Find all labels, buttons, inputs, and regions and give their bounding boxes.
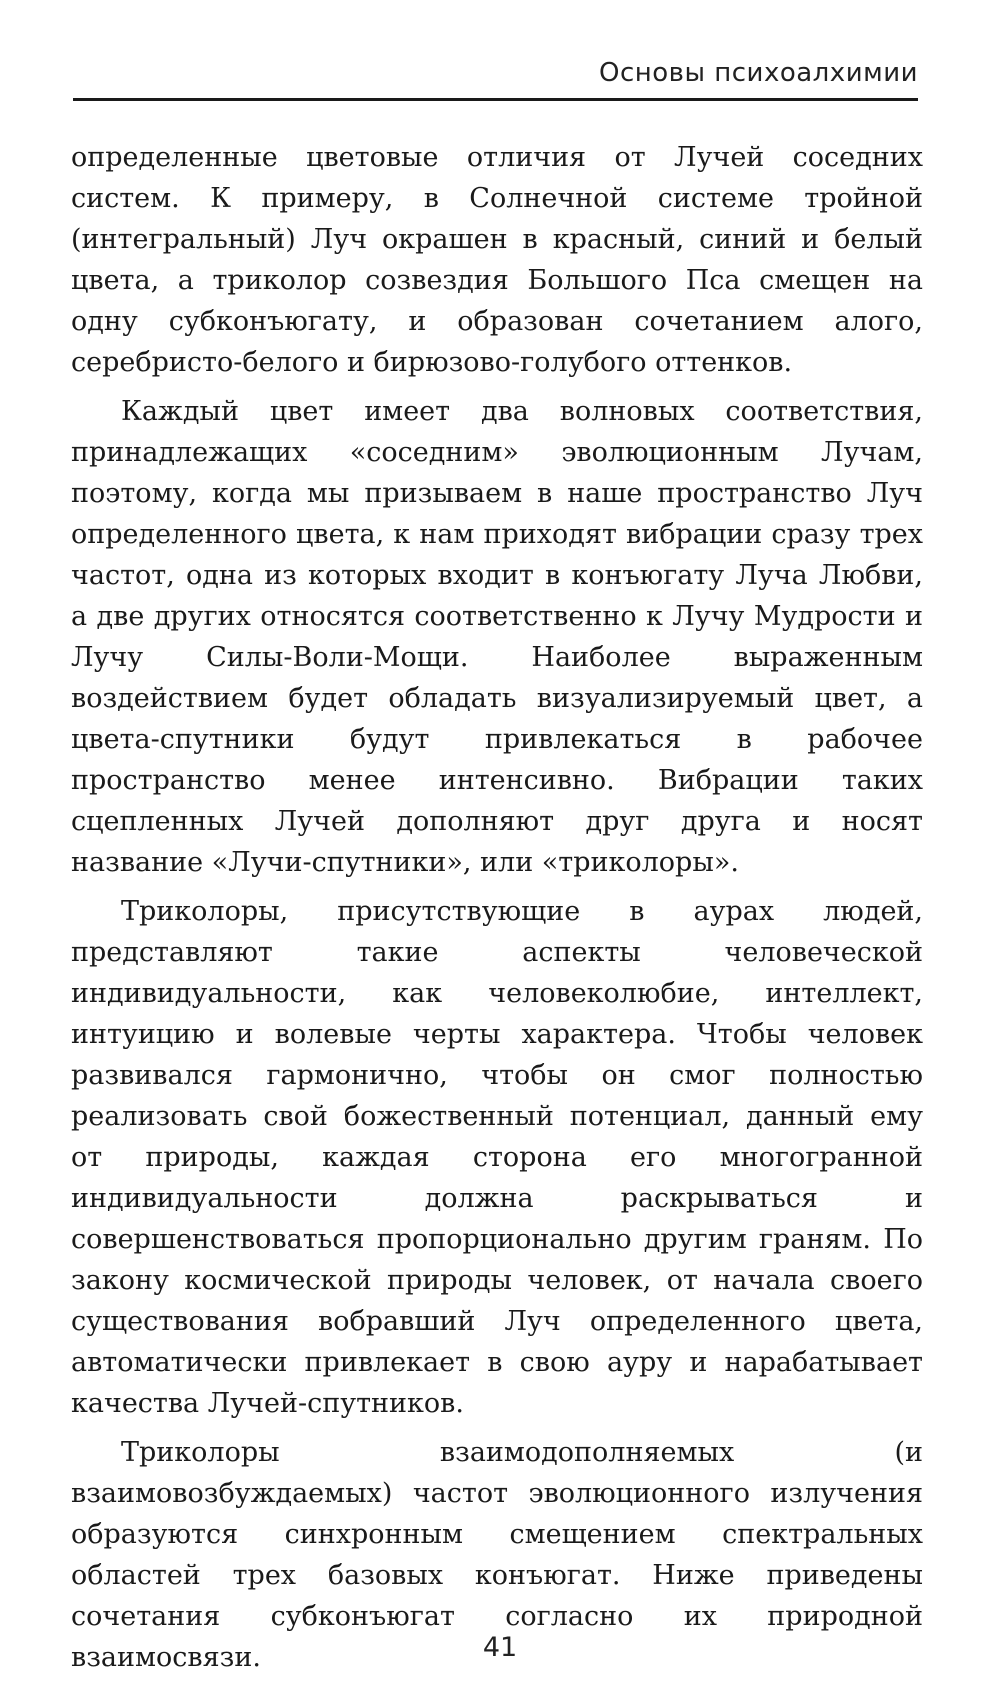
page-number: 41 [482, 1632, 518, 1663]
paragraph-4: Триколоры взаимодополняемых (и взаимовозбуждаемых) частот эволюционного излучения образуются синхронным смещением спектральных областей трех базовых конъюгат. Ниже приведены сочетания субконъюгат согласно их природной взаимосвязи. [71, 1437, 923, 1673]
paragraph-2: Каждый цвет имеет два волновых соответствия, принадлежащих «соседним» эволюционным Лучам, поэтому, когда мы призываем в наше пространство Луч определенного цвета, к нам приходят вибрации сразу трех частот, одна из которых входит в конъюгату Луча Любви, а две других относятся соответственно к Лучу Мудрости и Лучу Силы-Воли-Мощи. Наиболее выраженным воздействием будет обладать визуализируемый цвет, а цвета-спутники будут привлекаться в рабочее пространство менее интенсивно. Вибрации таких сцепленных Лучей дополняют друг друга и носят название «Лучи-спутники», или «триколоры». [71, 396, 923, 878]
running-head-title: Основы психоалхимии [598, 58, 918, 88]
body-text [71, 137, 923, 1686]
header-rule [73, 98, 918, 101]
paragraph-3: Триколоры, присутствующие в аурах людей, представляют такие аспекты человеческой индивидуальности, как человеколюбие, интеллект, интуицию и волевые черты характера. Чтобы человек развивался гармонично, чтобы он смог полностью реализовать свой божественный потенциал, данный ему от природы, каждая сторона его многогранной индивидуальности должна раскрываться и совершенствоваться пропорционально другим граням. По закону космической природы человек, от начала своего существования вобравший Луч определенного цвета, автоматически привлекает в свою ауру и нарабатывает качества Лучей-спутников. [71, 896, 923, 1419]
paragraph-1: определенные цветовые отличия от Лучей соседних систем. К примеру, в Солнечной системе тройной (интегральный) Луч окрашен в красный, синий и белый цвета, а триколор созвездия Большого Пса смещен на одну субконъюгату, и образован сочетанием алого, серебристо-белого и бирюзово-голубого оттенков. [71, 142, 923, 378]
